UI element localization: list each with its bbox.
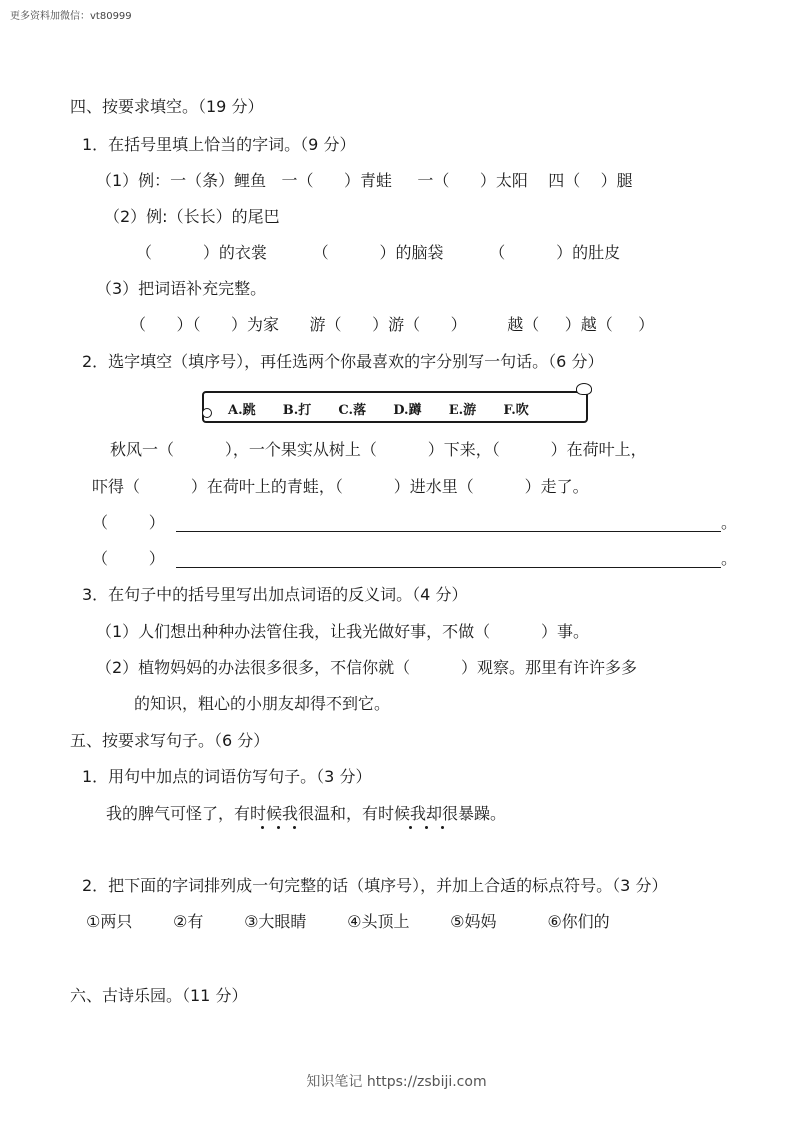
s5-q2-title: 2．把下面的字词排列成一句完整的话（填序号），并加上合适的标点符号。（3 分） <box>82 876 668 895</box>
watermark-text: 更多资料加微信：vt80999 <box>10 11 132 22</box>
scroll-left-icon <box>202 408 212 418</box>
emphasis-dot <box>409 826 412 829</box>
word-options: A.跳 B.打 C.落 D.蹲 E.游 F.吹 <box>228 403 529 418</box>
answer-line-1[interactable] <box>176 531 721 532</box>
q1-part3-title: （3）把词语补充完整。 <box>96 279 267 298</box>
emphasis-dot <box>261 826 264 829</box>
q3-part2-line2: 的知识，粗心的小朋友却得不到它。 <box>134 694 391 713</box>
q2-title: 2．选字填空（填序号），再任选两个你最喜欢的字分别写一句话。（6 分） <box>82 352 604 371</box>
scroll-right-icon <box>576 383 592 395</box>
q1-part3-items: （ ）（ ）为家 游（ ）游（ ） 越（ ）越（ ） <box>130 315 655 334</box>
q3-part2-line1: （2）植物妈妈的办法很多很多，不信你就（ ）观察。那里有许许多多 <box>96 658 638 677</box>
section4-title: 四、按要求填空。（19 分） <box>70 97 264 116</box>
q2-passage-line1: 秋风一（ ），一个果实从树上（ ）下来，（ ）在荷叶上， <box>110 440 647 459</box>
word-options-box <box>202 391 588 423</box>
section5-title: 五、按要求写句子。（6 分） <box>70 731 270 750</box>
q1-part1: （1）例：一（条）鲤鱼 一（ ）青蛙 一（ ）太阳 四（ ）腿 <box>96 171 633 190</box>
answer-blank-2: （ ） <box>92 549 165 568</box>
answer-blank-1: （ ） <box>92 513 165 532</box>
answer-line-2[interactable] <box>176 567 721 568</box>
q3-part1: （1）人们想出种种办法管住我，让我光做好事，不做（ ）事。 <box>96 622 590 641</box>
s5-q1-title: 1．用句中加点的词语仿写句子。（3 分） <box>82 767 372 786</box>
q1-part2-items: （ ）的衣裳 （ ）的脑袋 （ ）的肚皮 <box>136 243 621 262</box>
footer-url: 知识笔记 https://zsbiji.com <box>306 1074 487 1090</box>
emphasis-dot <box>293 826 296 829</box>
q1-title: 1．在括号里填上恰当的字词。（9 分） <box>82 135 356 154</box>
section6-title: 六、古诗乐园。（11 分） <box>70 986 248 1005</box>
answer-line-2-end: 。 <box>721 549 738 568</box>
emphasis-dot <box>425 826 428 829</box>
q2-passage-line2: 吓得（ ）在荷叶上的青蛙，（ ）进水里（ ）走了。 <box>92 477 589 496</box>
s5-q1-sentence: 我的脾气可怪了，有时候我很温和，有时候我却很暴躁。 <box>106 804 507 823</box>
emphasis-dot <box>277 826 280 829</box>
q3-title: 3．在句子中的括号里写出加点词语的反义词。（4 分） <box>82 585 468 604</box>
s5-q2-items: ①两只 ②有 ③大眼睛 ④头顶上 ⑤妈妈 ⑥你们的 <box>86 912 610 931</box>
q1-part2-title: （2）例:（长长）的尾巴 <box>104 207 280 226</box>
emphasis-dot <box>441 826 444 829</box>
answer-line-1-end: 。 <box>721 513 738 532</box>
